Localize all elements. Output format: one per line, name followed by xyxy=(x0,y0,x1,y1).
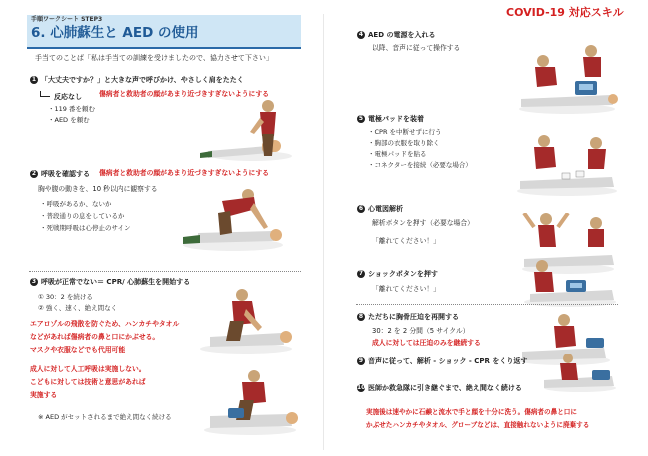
footer-warning-line0: 実施後は速やかに石鹸と流水で手と顔を十分に洗う。傷病者の鼻と口に xyxy=(366,408,577,416)
step1-warning: 傷病者と救助者の顔があまり近づきすぎないようにする xyxy=(99,90,269,98)
step3-warning1-line2: マスクや衣服などでも代用可能 xyxy=(30,346,126,354)
step2-desc: 胸や腹の動きを、10 秒以内に観察する xyxy=(38,185,158,193)
illustration-attach-pads xyxy=(512,133,622,199)
step4-title-text: AED の電源を入れる xyxy=(368,31,436,39)
step6-number: 6 xyxy=(358,205,364,212)
illustration-shock xyxy=(520,258,620,308)
brand-label: COVID-19 対応スキル xyxy=(506,6,624,19)
step3-note: ※ AED がセットされるまで絶え間なく続ける xyxy=(38,413,172,421)
step5-item-0: ・CPR を中断せずに行う xyxy=(368,128,442,136)
step5-item-1: ・胸部の衣服を取り除く xyxy=(368,139,440,147)
step2-title xyxy=(30,170,90,178)
step8-number: 8 xyxy=(358,313,364,320)
step9-number: 9 xyxy=(358,357,364,364)
step5-item-3: ・コネクターを接続（必要な場合） xyxy=(368,161,472,169)
step2-number: 2 xyxy=(31,170,37,177)
illustration-repeat xyxy=(540,354,620,394)
step5-title-text: 電極パッドを装着 xyxy=(368,115,424,123)
step3-warning1-line1: などがあれば傷病者の鼻と口にかぶせる。 xyxy=(30,333,160,341)
illustration-cpr-compression xyxy=(196,287,296,359)
step3-title xyxy=(30,278,190,286)
step3-item-1: ② 強く、速く、絶え間なく xyxy=(38,304,118,312)
step9-title xyxy=(357,357,527,365)
step2-warning: 傷病者と救助者の顔があまり近づきすぎないようにする xyxy=(99,169,269,177)
step7-title xyxy=(357,270,438,278)
page-title: 6. 心肺蘇生と AED の使用 xyxy=(31,25,199,41)
step7-number: 7 xyxy=(358,270,364,277)
section-divider-right xyxy=(356,304,618,305)
step8-title xyxy=(357,313,459,321)
step3-warning1-line0: エアロゾルの飛散を防ぐため、ハンカチやタオル xyxy=(30,320,180,328)
step3-number: 3 xyxy=(31,278,37,285)
step5-number: 5 xyxy=(358,115,364,122)
illustration-aed-power xyxy=(515,45,620,117)
step4-number: 4 xyxy=(358,31,364,38)
step2-item-0: ・呼吸があるか、ないか xyxy=(40,200,112,208)
step5-item-2: ・電極パッドを貼る xyxy=(368,150,427,158)
step1-title xyxy=(30,76,244,84)
step1-title-text: 「大丈夫ですか？」と大きな声で呼びかけ、やさしく肩をたたく xyxy=(41,76,244,84)
intro-text: 手当てのことば「私は手当ての訓練を受けましたので、協力させて下さい」 xyxy=(35,54,273,62)
step4-desc: 以降、音声に従って操作する xyxy=(372,44,461,52)
step3-title-text: 呼吸が正常でない＝ CPR/ 心肺蘇生を開始する xyxy=(41,278,191,286)
step6-title xyxy=(357,205,403,213)
step8-title-text: ただちに胸骨圧迫を再開する xyxy=(368,313,459,321)
step10-title-text: 医師か救急隊に引き継ぐまで、絶え間なく続ける xyxy=(368,384,522,392)
step5-title xyxy=(357,115,424,123)
step2-item-2: ・死戦期呼吸は心停止のサイン xyxy=(40,224,131,232)
footer-warning-line1: かぶせたハンカチやタオル、グローブなどは、直接触れないように廃棄する xyxy=(366,421,590,429)
step6-quote: 「離れてください！」 xyxy=(372,237,440,245)
illustration-cpr-continue xyxy=(200,368,300,440)
step2-item-1: ・普段通りの息をしているか xyxy=(40,212,125,220)
illustration-check-response xyxy=(190,96,295,168)
illustration-check-breathing xyxy=(178,183,288,255)
step3-warning2-line1: こどもに対しては技術と意思があれば xyxy=(30,378,146,386)
step-tag: 手順ワークシート STEP3 xyxy=(31,16,103,23)
section-divider xyxy=(29,271,301,272)
step2-title-text: 呼吸を確認する xyxy=(41,170,90,178)
step8-warning: 成人に対しては圧迫のみを継続する xyxy=(372,339,481,347)
arrow-icon xyxy=(40,91,50,97)
step10-title xyxy=(357,384,522,392)
step6-title-text: 心電図解析 xyxy=(368,205,403,213)
step3-warning2-line2: 実施する xyxy=(30,391,58,399)
column-divider xyxy=(323,14,324,450)
step7-quote: 「離れてください！」 xyxy=(372,285,440,293)
step3-item-0: ① 30：2 を続ける xyxy=(38,293,93,301)
step1-item-1: ・AED を頼む xyxy=(48,116,90,124)
step6-desc: 解析ボタンを押す（必要な場合） xyxy=(372,219,474,227)
step4-title xyxy=(357,31,435,39)
step8-desc: 30：2 を 2 分間（5 サイクル） xyxy=(372,327,470,335)
step1-item-0: ・119 番を頼む xyxy=(48,105,95,113)
title-underline xyxy=(27,47,301,49)
step7-title-text: ショックボタンを押す xyxy=(368,270,438,278)
step1-sub-text: 反応なし xyxy=(54,93,82,101)
step10-number: 10 xyxy=(357,384,366,391)
step9-title-text: 音声に従って、解析 - ショック - CPR をくり返す xyxy=(368,357,528,365)
step1-number: 1 xyxy=(31,76,37,83)
step1-sub xyxy=(40,91,82,101)
step3-warning2-line0: 成人に対して人工呼吸は実施しない。 xyxy=(30,365,146,373)
